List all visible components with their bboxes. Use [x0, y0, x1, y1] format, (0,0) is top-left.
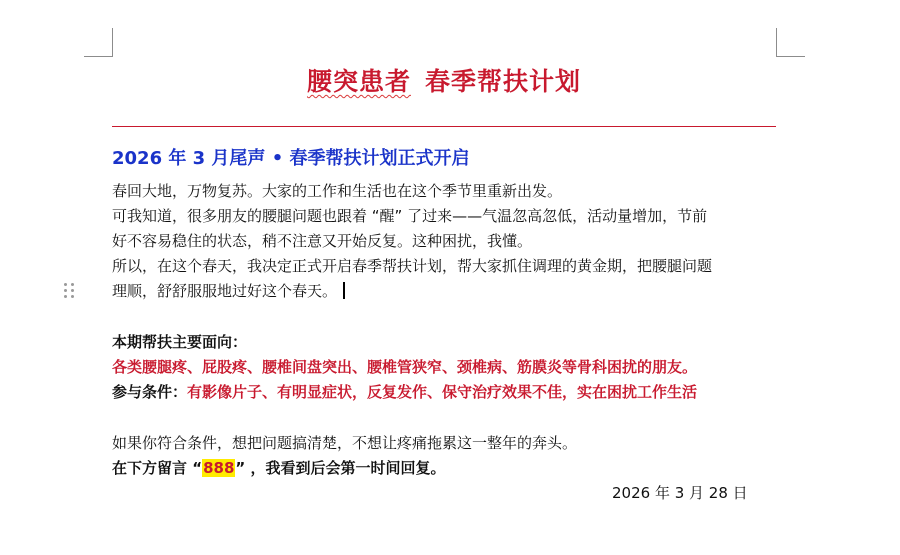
comment-suffix: ” ，我看到后会第一时间回复。 [235, 459, 446, 477]
target-value[interactable]: 各类腰腿疼、屁股疼、腰椎间盘突出、腰椎管狭窄、颈椎病、筋膜炎等骨科困扰的朋友。 [112, 358, 698, 376]
section-heading[interactable]: 2026 年 3 月尾声 • 春季帮扶计划正式开启 [112, 148, 470, 169]
document-date[interactable]: 2026 年 3 月 28 日 [612, 484, 748, 502]
condition-line[interactable] [112, 381, 697, 402]
condition-value: 有影像片子、有明显症状，反复发作、保守治疗效果不佳，实在困扰工作生活 [187, 383, 698, 401]
crop-mark-top-right [776, 28, 805, 57]
title-part-2: 春季帮扶计划 [425, 67, 582, 96]
intro-line-5-wrap [112, 279, 780, 304]
comment-code: 888 [203, 459, 235, 477]
title-part-1: 腰突患者 [306, 67, 411, 96]
intro-line-5: 理顺，舒舒服服地过好这个春天。 [112, 282, 338, 300]
text-cursor [343, 282, 345, 299]
intro-line-3: 好不容易稳住的状态，稍不注意又开始反复。这种困扰，我懂。 [112, 232, 533, 250]
drag-handle-icon[interactable] [64, 283, 76, 299]
fit-line[interactable]: 如果你符合条件，想把问题搞清楚，不想让疼痛拖累这一整年的奔头。 [112, 434, 578, 452]
intro-paragraph[interactable] [112, 179, 780, 304]
intro-line-4: 所以，在这个春天，我决定正式开启春季帮扶计划，帮大家抓住调理的黄金期，把腰腿问题 [112, 257, 713, 275]
comment-prefix: 在下方留言 “ [112, 459, 203, 477]
comment-instruction[interactable] [112, 457, 446, 478]
document-title[interactable] [112, 62, 776, 98]
crop-mark-top-left [84, 28, 113, 57]
title-divider [112, 126, 776, 127]
target-label[interactable]: 本期帮扶主要面向： [112, 333, 248, 351]
intro-line-2: 可我知道，很多朋友的腰腿问题也跟着 “醒” 了过来——气温忽高忽低，活动量增加，节前 [112, 207, 708, 225]
intro-line-1: 春回大地，万物复苏。大家的工作和生活也在这个季节里重新出发。 [112, 182, 563, 200]
condition-label: 参与条件： [112, 383, 188, 401]
